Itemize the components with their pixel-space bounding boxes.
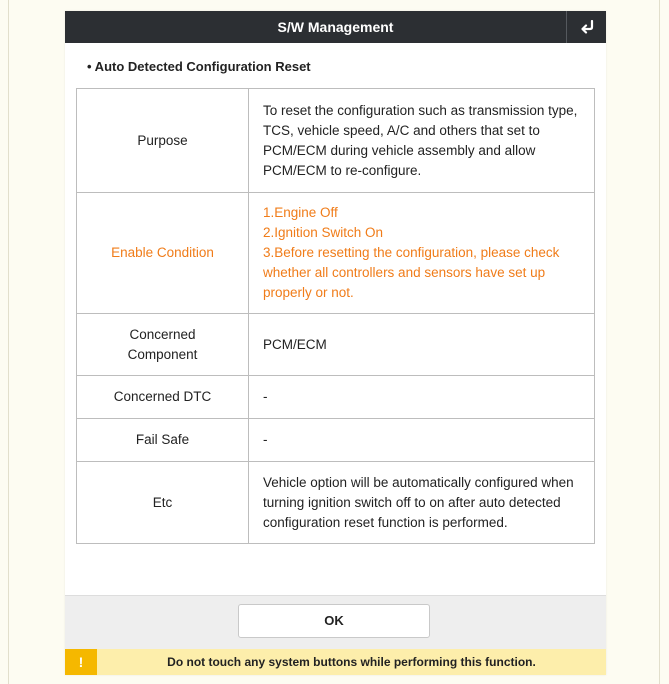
back-button[interactable]	[566, 11, 606, 43]
row-value	[249, 462, 595, 544]
value-line: -	[263, 389, 268, 404]
table-row-purpose	[77, 89, 595, 193]
row-label: Fail Safe	[77, 419, 249, 462]
value-line: PCM/ECM to re-configure.	[263, 162, 422, 178]
row-label: Enable Condition	[77, 193, 249, 314]
value-line: PCM/ECM	[263, 336, 327, 352]
table-row-enable-condition	[77, 193, 595, 314]
row-value	[249, 376, 595, 419]
value-line: 3.Before resetting the configuration, please check	[263, 245, 560, 260]
value-line: 1.Engine Off	[263, 205, 338, 220]
footer-bar	[65, 595, 606, 650]
table-row-concerned-dtc	[77, 376, 595, 419]
return-arrow-icon	[579, 20, 595, 34]
value-line: PCM/ECM during vehicle assembly and allow	[263, 142, 536, 158]
value-line: properly or not.	[263, 285, 354, 300]
value-line: To reset the configuration such as transmission type,	[263, 102, 578, 118]
ok-button[interactable]: OK	[238, 604, 430, 638]
row-value	[249, 89, 595, 193]
value-line: -	[263, 432, 268, 447]
section-title: • Auto Detected Configuration Reset	[87, 59, 311, 74]
table-row-fail-safe	[77, 419, 595, 462]
info-table	[76, 88, 595, 544]
value-line: TCS, vehicle speed, A/C and others that set to	[263, 122, 540, 138]
title-bar	[65, 11, 606, 43]
table-row-concerned-component	[77, 314, 595, 376]
warning-icon: !	[65, 649, 97, 675]
label-line: Component	[127, 346, 198, 362]
value-line: 2.Ignition Switch On	[263, 225, 384, 240]
table-row-etc	[77, 462, 595, 544]
row-label	[77, 314, 249, 376]
warning-bar	[65, 649, 606, 675]
value-line: turning ignition switch off to on after auto detected	[263, 494, 561, 510]
window-title: S/W Management	[277, 19, 394, 35]
row-label: Concerned DTC	[77, 376, 249, 419]
row-label: Etc	[77, 462, 249, 544]
value-line: whether all controllers and sensors have set up	[263, 265, 546, 280]
label-line: Concerned	[129, 326, 196, 342]
sw-management-window	[65, 11, 606, 675]
value-line: configuration reset function is performed.	[263, 514, 508, 530]
row-value	[249, 193, 595, 314]
value-line: Vehicle option will be automatically configured when	[263, 474, 574, 490]
row-value	[249, 419, 595, 462]
warning-text: Do not touch any system buttons while performing this function.	[167, 655, 536, 669]
row-label: Purpose	[77, 89, 249, 193]
row-value	[249, 314, 595, 376]
